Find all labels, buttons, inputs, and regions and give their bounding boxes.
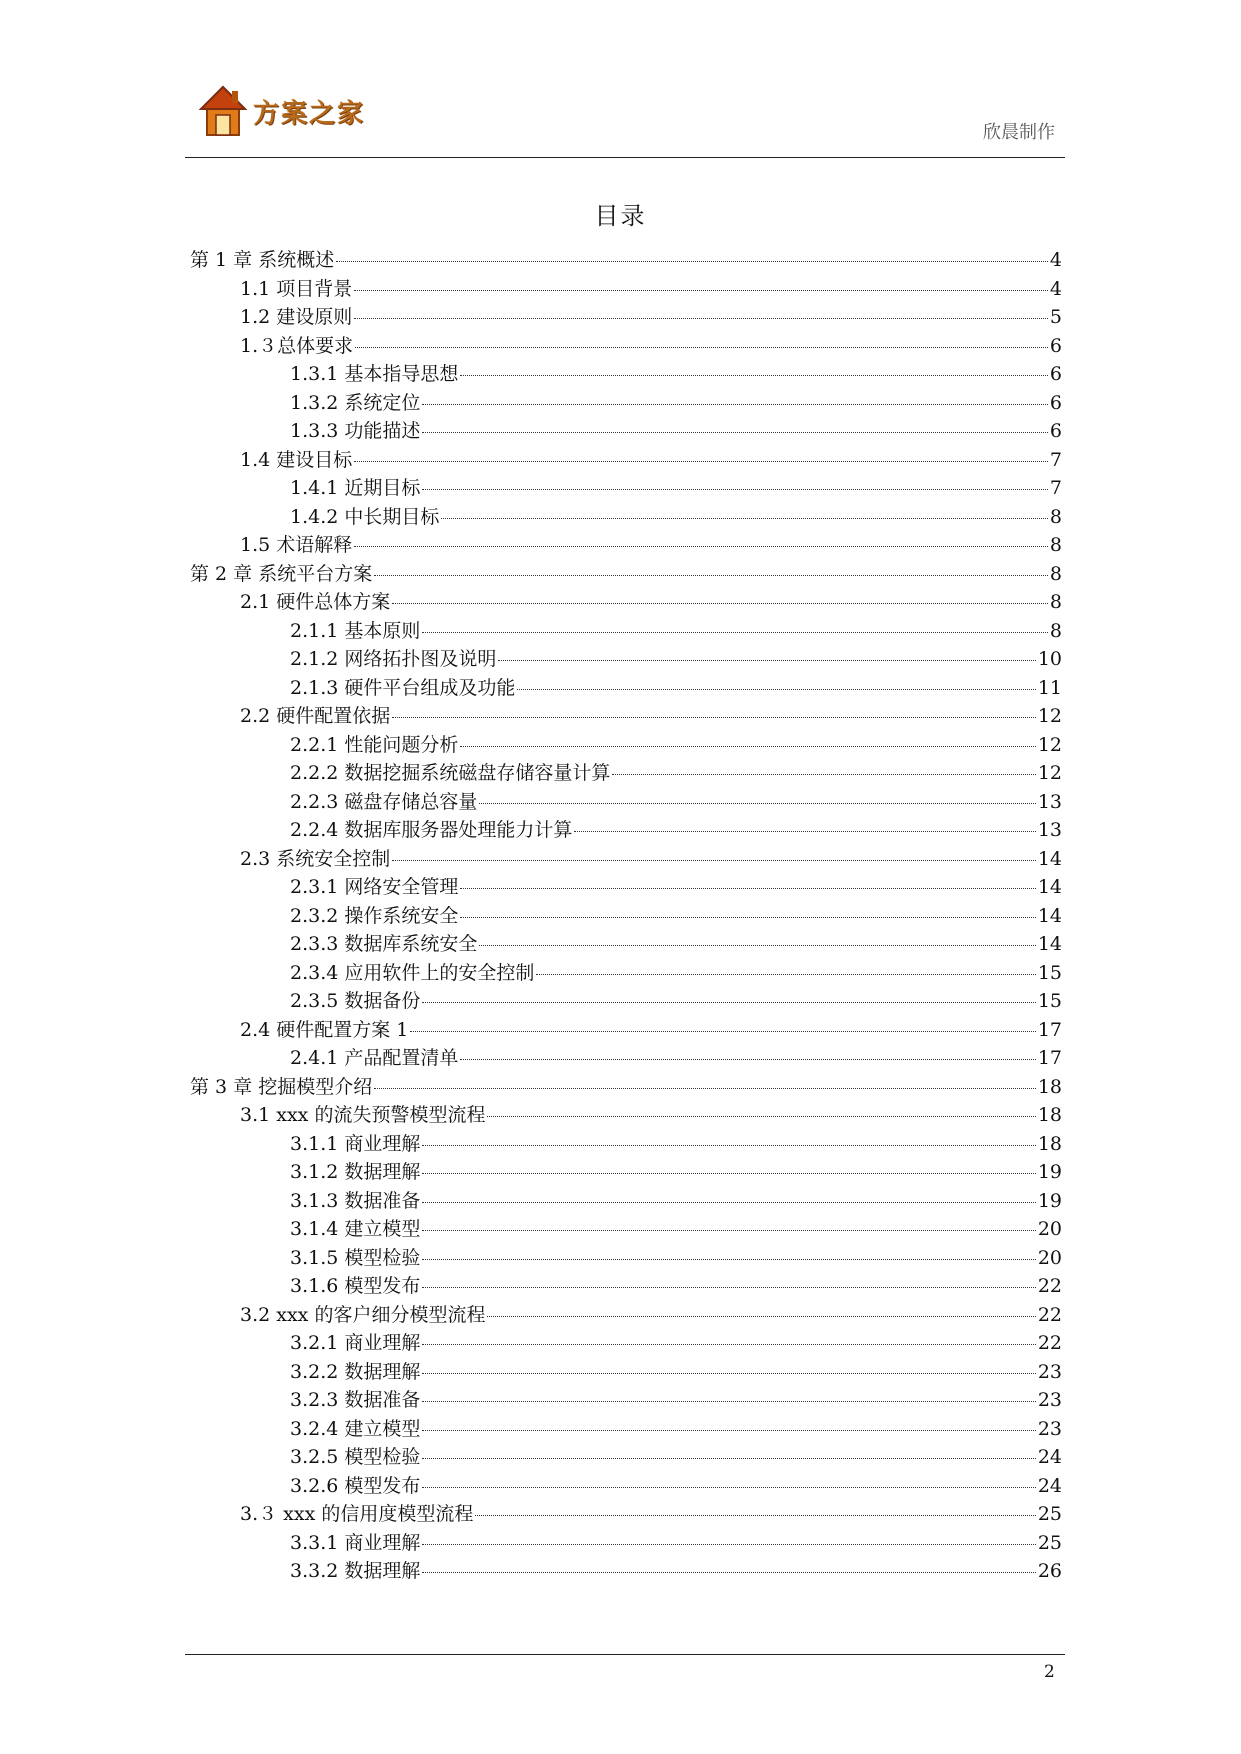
toc-entry[interactable] (190, 758, 1062, 787)
toc-entry[interactable] (190, 844, 1062, 873)
toc-entry-page: 8 (1049, 591, 1062, 613)
toc-entry-title: 3.2 xxx 的客户细分模型流程 (240, 1303, 486, 1326)
toc-leader-dots (374, 575, 1048, 576)
toc-entry-title: 1.4.2 中长期目标 (290, 505, 440, 528)
toc-entry-page: 20 (1037, 1218, 1062, 1240)
toc-entry-page: 12 (1037, 705, 1062, 727)
toc-entry[interactable] (190, 245, 1062, 274)
toc-entry[interactable] (190, 701, 1062, 730)
toc-leader-dots (422, 1230, 1035, 1231)
header-divider (185, 157, 1065, 158)
toc-entry[interactable] (190, 1414, 1062, 1443)
toc-entry-title: 2.4.1 产品配置清单 (290, 1047, 459, 1069)
page-number: 2 (1044, 1662, 1055, 1682)
toc-leader-dots (422, 1145, 1035, 1146)
toc-entry[interactable] (190, 1357, 1062, 1386)
logo-text: 方案之家 (253, 98, 366, 129)
toc-entry-title: 2.2.4 数据库服务器处理能力计算 (290, 819, 573, 841)
toc-entry-title: 3.1.2 数据理解 (290, 1161, 421, 1183)
toc-entry[interactable] (190, 502, 1062, 531)
toc-entry-title: 3.1.4 建立模型 (290, 1218, 421, 1240)
toc-entry-page: 8 (1049, 619, 1062, 642)
toc-entry-title: 3.2.3 数据准备 (290, 1389, 421, 1411)
toc-entry[interactable] (190, 986, 1062, 1015)
toc-leader-dots (487, 1116, 1035, 1117)
toc-entry[interactable] (190, 1186, 1062, 1215)
toc-entry-title: 2.3.2 操作系统安全 (290, 904, 459, 927)
toc-leader-dots (460, 1059, 1035, 1060)
toc-entry[interactable] (190, 815, 1062, 844)
toc-entry-page: 19 (1037, 1161, 1062, 1183)
toc-entry-page: 15 (1037, 961, 1062, 984)
toc-entry-page: 15 (1037, 990, 1062, 1012)
toc-leader-dots (422, 1373, 1035, 1374)
toc-entry[interactable] (190, 730, 1062, 759)
toc-leader-dots (422, 1202, 1035, 1203)
toc-entry-page: 10 (1037, 648, 1062, 670)
toc-leader-dots (354, 546, 1048, 547)
toc-entry[interactable] (190, 616, 1062, 645)
toc-entry[interactable] (190, 1214, 1062, 1243)
toc-entry[interactable] (190, 559, 1062, 588)
toc-entry-page: 14 (1037, 904, 1062, 927)
toc-leader-dots (410, 1031, 1035, 1032)
toc-leader-dots (422, 432, 1048, 433)
toc-entry-title: 3.2.2 数据理解 (290, 1360, 421, 1383)
toc-entry[interactable] (190, 644, 1062, 673)
header-author: 欣晨制作 (983, 122, 1055, 143)
toc-entry[interactable] (190, 388, 1062, 417)
toc-leader-dots (460, 746, 1035, 747)
toc-title: 目录 (594, 202, 647, 230)
toc-leader-dots (422, 1572, 1035, 1573)
toc-entry-title: 2.3 系统安全控制 (240, 847, 391, 870)
toc-entry-page: 14 (1037, 876, 1062, 898)
toc-entry-page: 13 (1037, 819, 1062, 841)
toc-leader-dots (460, 375, 1048, 376)
toc-entry[interactable] (190, 872, 1062, 901)
toc-entry-page: 11 (1037, 676, 1062, 699)
page-header (185, 70, 1065, 158)
toc-entry[interactable] (190, 416, 1062, 445)
toc-leader-dots (354, 318, 1048, 319)
toc-entry[interactable] (190, 1100, 1062, 1129)
toc-entry-page: 24 (1037, 1474, 1062, 1497)
toc-entry-page: 18 (1037, 1104, 1062, 1126)
toc-leader-dots (422, 1430, 1035, 1431)
toc-entry-title: 2.2.3 磁盘存储总容量 (290, 790, 478, 813)
toc-entry[interactable] (190, 673, 1062, 702)
toc-entry-title: 3.1.5 模型检验 (290, 1246, 421, 1269)
toc-entry-title: 2.3.3 数据库系统安全 (290, 933, 478, 955)
toc-entry[interactable] (190, 445, 1062, 474)
toc-entry[interactable] (190, 1072, 1062, 1101)
toc-entry[interactable] (190, 1015, 1062, 1044)
toc-entry-title: 3.3.2 数据理解 (290, 1560, 421, 1582)
toc-entry-page: 5 (1049, 306, 1062, 328)
toc-entry-title: 第 1 章 系统概述 (190, 249, 335, 271)
toc-entry-title: 2.4 硬件配置方案 1 (240, 1018, 409, 1041)
toc-entry-page: 14 (1037, 847, 1062, 870)
toc-entry[interactable] (190, 1043, 1062, 1072)
toc-entry-page: 23 (1037, 1389, 1062, 1411)
toc-entry[interactable] (190, 359, 1062, 388)
toc-entry-page: 6 (1049, 420, 1062, 442)
toc-entry[interactable] (190, 1385, 1062, 1414)
toc-entry[interactable] (190, 929, 1062, 958)
toc-entry-title: 3.３ xxx 的信用度模型流程 (240, 1503, 474, 1525)
toc-entry-title: 2.1.3 硬件平台组成及功能 (290, 676, 516, 699)
toc-entry[interactable] (190, 1243, 1062, 1272)
toc-entry[interactable] (190, 1499, 1062, 1528)
toc-entry-title: 3.2.6 模型发布 (290, 1474, 421, 1497)
toc-entry-title: 1.4.1 近期目标 (290, 477, 421, 499)
table-of-contents (190, 245, 1062, 1585)
toc-entry-title: 2.2 硬件配置依据 (240, 705, 391, 727)
toc-entry-page: 6 (1049, 363, 1062, 385)
toc-leader-dots (392, 603, 1048, 604)
toc-entry-page: 24 (1037, 1446, 1062, 1468)
toc-leader-dots (460, 888, 1035, 889)
toc-leader-dots (392, 860, 1036, 861)
toc-leader-dots (460, 917, 1035, 918)
toc-entry-page: 17 (1037, 1047, 1062, 1069)
toc-entry-title: 第 2 章 系统平台方案 (190, 562, 373, 585)
toc-entry-title: 第 3 章 挖掘模型介绍 (190, 1075, 373, 1098)
toc-leader-dots (517, 689, 1035, 690)
toc-entry-page: 12 (1037, 733, 1062, 756)
toc-leader-dots (422, 1173, 1035, 1174)
toc-entry-title: 1.5 术语解释 (240, 534, 353, 556)
toc-entry-page: 8 (1049, 505, 1062, 528)
toc-entry-page: 22 (1037, 1303, 1062, 1326)
toc-entry-page: 23 (1037, 1360, 1062, 1383)
toc-leader-dots (422, 404, 1048, 405)
toc-entry-page: 17 (1037, 1018, 1062, 1041)
toc-entry-page: 26 (1037, 1560, 1062, 1582)
toc-entry-title: 1.3.3 功能描述 (290, 420, 421, 442)
toc-entry-page: 25 (1037, 1503, 1062, 1525)
toc-leader-dots (354, 290, 1048, 291)
toc-leader-dots (422, 489, 1048, 490)
footer-divider (185, 1654, 1065, 1655)
toc-leader-dots (336, 261, 1048, 262)
toc-entry-title: 3.2.5 模型检验 (290, 1446, 421, 1468)
toc-entry-page: 14 (1037, 933, 1062, 955)
toc-entry[interactable] (190, 901, 1062, 930)
toc-leader-dots (422, 632, 1048, 633)
toc-entry-page: 23 (1037, 1417, 1062, 1440)
toc-entry-title: 1.３总体要求 (240, 334, 354, 357)
toc-leader-dots (612, 774, 1035, 775)
toc-entry-page: 6 (1049, 391, 1062, 414)
toc-leader-dots (479, 803, 1035, 804)
toc-leader-dots (392, 717, 1036, 718)
toc-entry-page: 4 (1049, 277, 1062, 300)
toc-entry[interactable] (190, 787, 1062, 816)
toc-entry-page: 25 (1037, 1531, 1062, 1554)
toc-entry[interactable] (190, 1556, 1062, 1585)
toc-leader-dots (422, 1002, 1035, 1003)
toc-leader-dots (354, 461, 1048, 462)
toc-leader-dots (422, 1401, 1035, 1402)
toc-leader-dots (422, 1487, 1035, 1488)
toc-entry[interactable] (190, 530, 1062, 559)
toc-leader-dots (422, 1344, 1035, 1345)
toc-entry-page: 6 (1049, 334, 1062, 357)
toc-entry-title: 1.4 建设目标 (240, 448, 353, 471)
toc-entry[interactable] (190, 1471, 1062, 1500)
toc-leader-dots (574, 831, 1035, 832)
toc-leader-dots (422, 1544, 1035, 1545)
toc-entry-page: 8 (1049, 562, 1062, 585)
toc-entry-title: 3.3.1 商业理解 (290, 1531, 421, 1554)
toc-entry[interactable] (190, 1157, 1062, 1186)
toc-leader-dots (422, 1259, 1035, 1260)
toc-leader-dots (536, 974, 1035, 975)
toc-entry-title: 2.2.2 数据挖掘系统磁盘存储容量计算 (290, 762, 611, 784)
toc-leader-dots (355, 347, 1048, 348)
toc-leader-dots (441, 518, 1048, 519)
toc-entry-title: 1.2 建设原则 (240, 306, 353, 328)
toc-entry-title: 3.2.4 建立模型 (290, 1417, 421, 1440)
toc-entry[interactable] (190, 331, 1062, 360)
toc-entry[interactable] (190, 587, 1062, 616)
toc-entry[interactable] (190, 1328, 1062, 1357)
toc-entry-page: 7 (1049, 448, 1062, 471)
toc-entry-title: 3.1.1 商业理解 (290, 1132, 421, 1155)
toc-entry-title: 3.1.3 数据准备 (290, 1189, 421, 1212)
toc-entry[interactable] (190, 1528, 1062, 1557)
toc-entry[interactable] (190, 1300, 1062, 1329)
toc-entry[interactable] (190, 1442, 1062, 1471)
toc-entry[interactable] (190, 274, 1062, 303)
toc-entry-page: 12 (1037, 762, 1062, 784)
toc-leader-dots (374, 1088, 1036, 1089)
toc-entry-title: 1.3.2 系统定位 (290, 391, 421, 414)
toc-entry-title: 3.1.6 模型发布 (290, 1275, 421, 1297)
toc-entry-title: 1.3.1 基本指导思想 (290, 363, 459, 385)
toc-entry-title: 3.2.1 商业理解 (290, 1332, 421, 1354)
toc-entry-page: 8 (1049, 534, 1062, 556)
toc-entry-page: 13 (1037, 790, 1062, 813)
toc-leader-dots (498, 660, 1035, 661)
toc-entry[interactable] (190, 302, 1062, 331)
toc-entry-page: 19 (1037, 1189, 1062, 1212)
toc-entry-title: 2.3.4 应用软件上的安全控制 (290, 961, 535, 984)
toc-leader-dots (487, 1316, 1035, 1317)
toc-entry-title: 2.3.1 网络安全管理 (290, 876, 459, 898)
toc-entry[interactable] (190, 958, 1062, 987)
toc-entry-page: 20 (1037, 1246, 1062, 1269)
house-icon (199, 83, 247, 139)
toc-entry-page: 18 (1037, 1075, 1062, 1098)
toc-entry-title: 2.1.1 基本原则 (290, 619, 421, 642)
toc-entry[interactable] (190, 1271, 1062, 1300)
toc-entry-page: 22 (1037, 1275, 1062, 1297)
toc-leader-dots (475, 1515, 1035, 1516)
toc-entry-title: 2.2.1 性能问题分析 (290, 733, 459, 756)
toc-entry-page: 7 (1049, 477, 1062, 499)
toc-entry-page: 4 (1049, 249, 1062, 271)
toc-entry-title: 1.1 项目背景 (240, 277, 353, 300)
toc-entry-title: 2.1 硬件总体方案 (240, 591, 391, 613)
logo (199, 76, 369, 146)
toc-leader-dots (479, 945, 1035, 946)
toc-entry[interactable] (190, 473, 1062, 502)
toc-leader-dots (422, 1458, 1035, 1459)
toc-leader-dots (422, 1287, 1035, 1288)
toc-entry-page: 22 (1037, 1332, 1062, 1354)
toc-entry-title: 2.1.2 网络拓扑图及说明 (290, 648, 497, 670)
toc-entry-title: 3.1 xxx 的流失预警模型流程 (240, 1104, 486, 1126)
toc-entry-page: 18 (1037, 1132, 1062, 1155)
toc-entry-title: 2.3.5 数据备份 (290, 990, 421, 1012)
toc-entry[interactable] (190, 1129, 1062, 1158)
